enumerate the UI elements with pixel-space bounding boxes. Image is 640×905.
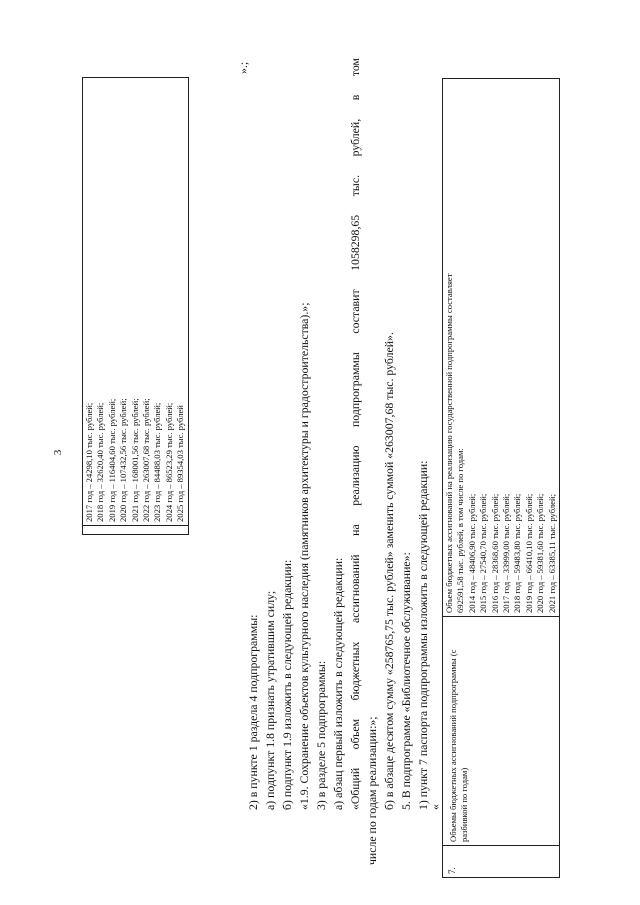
paragraph-line: б) подпункт 1.9 изложить в следующей редакции: — [280, 559, 294, 810]
list-item: Объем бюджетных ассигнований на реализацию государственной подпрограммы составляет — [444, 273, 454, 613]
list-item: 2014 год – 48406,90 тыс. рублей; — [466, 493, 477, 613]
paragraph-line-justified: «Общий объем бюджетных ассигнований на реализацию подпрограммы составит 1058298,65 тыс. рублей, в том — [348, 58, 362, 810]
list-item: 692591,58 тыс. рублей, в том числе по годам: — [455, 448, 466, 613]
table-cell-empty — [83, 526, 189, 535]
list-item: 2020 год – 107432,56 тыс. рублей; — [118, 398, 129, 522]
opening-quote: « — [428, 804, 442, 810]
paragraph-line: а) абзац первый изложить в следующей редакции: — [331, 557, 345, 810]
list-item: 2022 год – 263007,68 тыс. рублей; — [141, 398, 152, 522]
row-label: Объемы бюджетных ассигнований подпрограммы (с разбивкой по годам) — [443, 617, 560, 846]
list-item: 2021 год – 63385,11 тыс. рублей; — [546, 494, 557, 613]
list-item: 2021 год – 168001,56 тыс. рублей; — [129, 398, 140, 522]
table-row — [83, 78, 189, 535]
row-number: 7. — [443, 846, 560, 878]
list-item: 2016 год – 28368,60 тыс. рублей; — [489, 493, 500, 613]
paragraph-line: 5. В подпрограмме «Библиотечное обслуживание»: — [399, 552, 413, 810]
list-item: 2020 год – 59381,60 тыс. рублей; — [535, 493, 546, 613]
list-item: 2023 год – 84488,03 тыс. рублей; — [152, 402, 163, 522]
table-row — [443, 79, 560, 878]
paragraph-line: 3) в разделе 5 подпрограммы: — [314, 660, 328, 810]
closing-quote: ».; — [236, 61, 250, 74]
list-item: 2024 год – 86523,29 тыс. рублей; — [163, 402, 174, 522]
list-item: 2018 год – 32620,40 тыс. рублей; — [95, 402, 106, 522]
paragraph-line: 1) пункт 7 паспорта подпрограммы изложить в следующей редакции: — [416, 460, 430, 810]
table-cell-years — [83, 78, 189, 526]
row-content — [443, 79, 560, 617]
list-item: 2017 год – 24298,10 тыс. рублей; — [84, 402, 94, 522]
list-item: 2019 год – 116404,60 тыс. рублей; — [106, 398, 117, 522]
list-item: 2025 год – 89354,03 тыс. рублей — [175, 405, 186, 522]
paragraph-line: числе по годам реализации:»; — [365, 716, 379, 865]
page-number: 3 — [52, 449, 64, 456]
paragraph-line: а) подпункт 1.8 признать утратившим силу; — [263, 590, 277, 810]
list-item: 2018 год – 59483,80 тыс. рублей; — [512, 493, 523, 613]
continued-table — [82, 77, 189, 535]
list-item: 2015 год – 27540,70 тыс. рублей; — [478, 493, 489, 613]
list-item: 2019 год – 66410,10 тыс. рублей; — [523, 493, 534, 613]
paragraph-line: 2) в пункте 1 раздела 4 подпрограммы: — [246, 614, 260, 810]
list-item: 2017 год – 33999,00 тыс. рублей; — [501, 493, 512, 613]
paragraph-line: б) в абзаце десятом сумму «258765,75 тыс. рублей» заменить суммой «263007,68 тыс. рублей». — [382, 332, 396, 810]
paragraph-line: «1.9. Сохранение объектов культурного наследия (памятников архитектуры и градостроительства).»; — [297, 302, 311, 810]
passport-table — [442, 78, 560, 878]
